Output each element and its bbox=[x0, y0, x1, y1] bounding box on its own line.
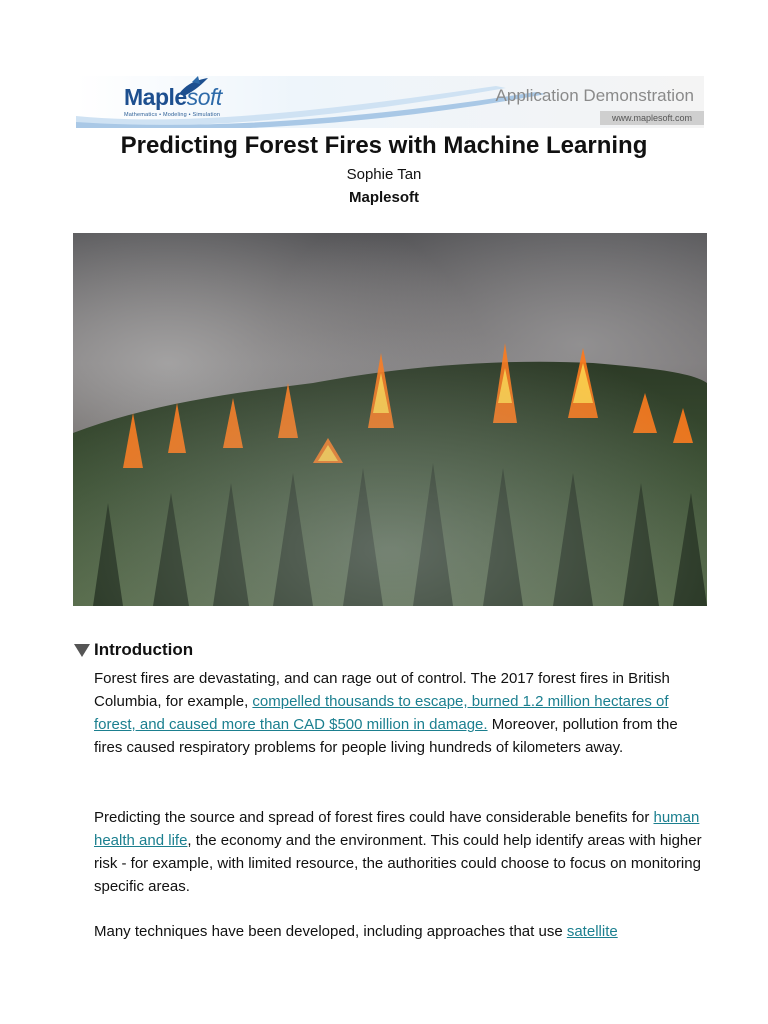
introduction-heading-text: Introduction bbox=[94, 640, 194, 659]
p3-text-a: Many techniques have been developed, including approaches that use bbox=[94, 923, 567, 940]
page-title: Predicting Forest Fires with Machine Learning bbox=[120, 132, 648, 159]
collapse-triangle-icon[interactable] bbox=[74, 644, 90, 657]
organization-name: Maplesoft bbox=[348, 189, 419, 206]
p2-text-b: , the economy and the environment. This could help identify areas with higher risk - for example, with limited resource, the authorities could choose to focus on monitoring specific areas. bbox=[94, 832, 702, 895]
intro-paragraph-1 bbox=[94, 667, 704, 759]
satellite-link[interactable]: satellite bbox=[566, 923, 618, 940]
human-health-link[interactable]: human health and life bbox=[94, 809, 700, 849]
author-name: Sophie Tan bbox=[346, 166, 422, 183]
p1-text-a: Forest fires are devastating, and can rage out of control. The 2017 forest fires in British Columbia, for example, bbox=[94, 670, 670, 710]
website-url: www.maplesoft.com bbox=[600, 111, 704, 125]
maplesoft-logo: Maplesoft bbox=[124, 84, 222, 110]
p1-text-b: Moreover, pollution from the fires caused respiratory problems for people living hundreds of kilometers away. bbox=[94, 716, 678, 756]
intro-paragraph-2 bbox=[94, 806, 704, 898]
forest-fire-photo bbox=[73, 233, 707, 606]
application-demonstration-label: Application Demonstration bbox=[495, 86, 694, 105]
logo-tagline: Mathematics • Modeling • Simulation bbox=[124, 112, 221, 118]
intro-paragraph-3 bbox=[94, 920, 704, 943]
bc-fires-link[interactable]: compelled thousands to escape, burned 1.2 million hectares of forest, and caused more than CAD $500 million in damage. bbox=[94, 693, 669, 733]
introduction-heading[interactable] bbox=[74, 640, 193, 660]
p2-text-a: Predicting the source and spread of forest fires could have considerable benefits for bbox=[94, 809, 654, 826]
maplesoft-banner bbox=[76, 76, 704, 128]
